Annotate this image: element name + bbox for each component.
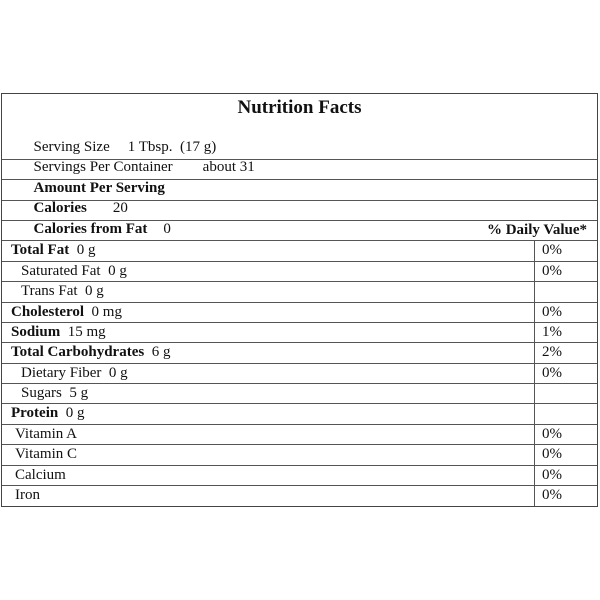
nutrient-name: Cholesterol	[11, 303, 85, 320]
nutrient-dv	[534, 282, 597, 301]
nutrient-name: Dietary Fiber	[21, 364, 102, 381]
nutrient-row-total-fat	[2, 241, 597, 261]
nutrient-dv: 2%	[534, 343, 597, 362]
mineral-row-iron	[2, 486, 597, 506]
mineral-name: Iron	[15, 487, 40, 504]
serving-size-row	[2, 119, 597, 155]
calories-value: 20	[112, 200, 128, 217]
serving-size-value: 1 Tbsp. (17 g)	[127, 139, 217, 155]
nutrient-name: Sugars	[21, 385, 62, 402]
daily-value-header: % Daily Value*	[486, 221, 587, 238]
nutrient-dv	[534, 404, 597, 423]
nutrient-row-sodium	[2, 323, 597, 343]
nutrient-row-cholesterol	[2, 303, 597, 323]
vitamin-name: Vitamin C	[15, 446, 78, 463]
nutrient-name: Total Fat	[11, 242, 70, 259]
amount-per-serving-label: Amount Per Serving	[33, 179, 165, 196]
title-text: Nutrition Facts	[237, 97, 362, 118]
nutrient-amount: 5 g	[69, 385, 89, 402]
vitamin-row-vitamin-a	[2, 425, 597, 445]
vitamin-dv: 0%	[534, 445, 597, 464]
nutrient-row-dietary-fiber	[2, 364, 597, 384]
servings-per-container-row	[2, 139, 597, 176]
nutrient-amount: 0 g	[108, 262, 127, 279]
nutrient-amount: 6 g	[151, 344, 171, 361]
nutrient-name: Saturated Fat	[21, 262, 101, 279]
nutrient-row-saturated-fat	[2, 262, 597, 282]
amount-per-serving-row	[2, 160, 597, 196]
nutrient-name: Protein	[11, 405, 59, 422]
nutrient-amount: 0 g	[108, 364, 128, 381]
nutrient-amount: 15 mg	[67, 323, 106, 340]
serving-size-label: Serving Size	[33, 139, 110, 155]
servings-per-container-value: about 31	[202, 159, 255, 176]
nutrient-row-trans-fat	[2, 282, 597, 302]
mineral-dv: 0%	[534, 466, 597, 485]
mineral-row-calcium	[2, 466, 597, 486]
nutrient-amount: 0 g	[85, 283, 104, 300]
vitamin-dv: 0%	[534, 425, 597, 444]
nutrient-dv: 0%	[534, 303, 597, 322]
calories-from-fat-label: Calories from Fat	[33, 220, 148, 237]
nutrient-name: Sodium	[11, 323, 61, 340]
nutrient-row-sugars	[2, 384, 597, 404]
nutrient-amount: 0 mg	[91, 303, 122, 320]
servings-per-container-label: Servings Per Container	[33, 159, 173, 176]
calories-from-fat-value: 0	[163, 220, 171, 237]
nutrient-name: Total Carbohydrates	[11, 344, 145, 361]
nutrient-row-protein	[2, 404, 597, 424]
mineral-dv: 0%	[534, 486, 597, 506]
nutrition-facts-label	[1, 93, 598, 507]
nutrient-dv	[534, 384, 597, 403]
nutrient-row-total-carbohydrates	[2, 343, 597, 363]
nutrient-dv: 0%	[534, 364, 597, 383]
label-title	[2, 94, 597, 119]
mineral-name: Calcium	[15, 466, 66, 483]
daily-value-header-row	[2, 221, 597, 241]
nutrient-dv: 0%	[534, 241, 597, 260]
nutrient-dv: 0%	[534, 262, 597, 281]
nutrient-dv: 1%	[534, 323, 597, 342]
calories-row	[2, 180, 597, 217]
nutrient-amount: 0 g	[76, 242, 96, 259]
vitamin-row-vitamin-c	[2, 445, 597, 465]
nutrient-amount: 0 g	[65, 405, 85, 422]
nutrient-name: Trans Fat	[21, 283, 78, 300]
vitamin-name: Vitamin A	[15, 425, 78, 442]
calories-label: Calories	[33, 200, 87, 217]
